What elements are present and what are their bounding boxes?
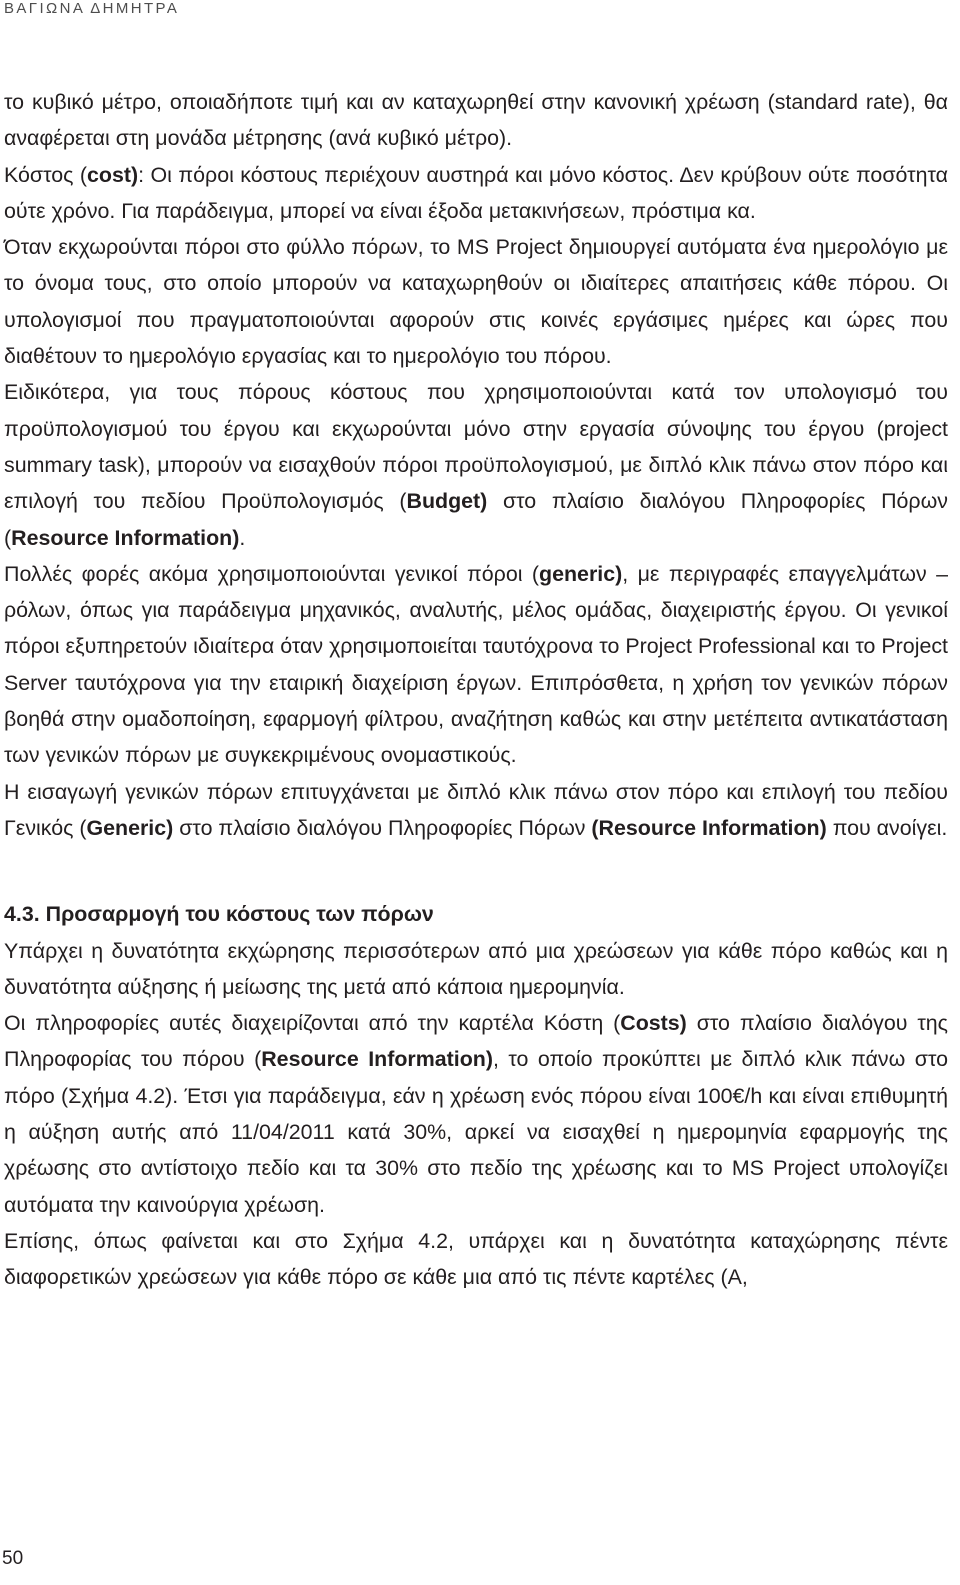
paragraph-generic-resources: Πολλές φορές ακόμα χρησιμοποιούνται γενικοί πόροι (generic), με περιγραφές επαγγελμάτων – ρόλων, όπως για παράδειγμα μηχανικός, αναλυτής, μέλος ομάδας, διαχειριστής έργου. Οι γενικοί πόροι εξυπηρετούν ιδιαίτερα όταν χρησιμοποιείται ταυτόχρονα το Project Professional και το Project Server ταυτόχρονα για την εταιρική διαχείριση έργων. Επιπρόσθετα, η χρήση τον γενικών πόρων βοηθά στην ομαδοποίηση, εφαρμογή φίλτρου, αναζήτηση καθώς και στην μετέπειτα αντικατάσταση των γενικών πόρων με συγκεκριμένους ονομαστικούς. xyxy=(4,561,948,768)
page-body xyxy=(4,84,948,1296)
paragraph-costs-tab: Οι πληροφορίες αυτές διαχειρίζονται από την καρτέλα Κόστη (Costs) στο πλαίσιο διαλόγου της Πληροφορίας του πόρου (Resource Information), το οποίο προκύπτει με διπλό κλικ πάνω στο πόρο (Σχήμα 4.2). Έτσι για παράδειγμα, εάν η χρέωση ενός πόρου είναι 100€/h και είναι επιθυμητή η αύξηση αυτής από 11/04/2011 κατά 30%, αρκεί να εισαχθεί η ημερομηνία εφαρμογής της χρέωσης στο αντίστοιχο πεδίο και τα 30% στο πεδίο της χρέωσης και το MS Project υπολογίζει αυτόματα την καινούργια χρέωση. xyxy=(4,1011,949,1217)
paragraph-cost-resources: Κόστος (cost): Οι πόροι κόστους περιέχουν αυστηρά και μόνο κόστος. Δεν κρύβουν ούτε ποσότητα ούτε χρόνο. Για παράδειγμα, μπορεί να είναι έξοδα μετακινήσεων, πρόστιμα κα. xyxy=(4,162,948,223)
section-heading: 4.3. Προσαρμογή του κόστους των πόρων xyxy=(4,902,434,927)
paragraph-multiple-rates: Υπάρχει η δυνατότητα εκχώρησης περισσότερων από μια χρεώσεων για κάθε πόρο καθώς και η δυνατότητα αύξησης ή μείωσης της μετά από κάποια ημερομηνία. xyxy=(4,938,948,999)
page-number: 50 xyxy=(2,1548,24,1569)
paragraph-resource-calendar: Όταν εκχωρούνται πόροι στο φύλλο πόρων, το MS Project δημιουργεί αυτόματα ένα ημερολόγιο με το όνομα τους, στο οποίο μπορούν να καταχωρηθούν οι ιδιαίτερες απαιτήσεις κάθε πόρου. Οι υπολογισμοί που πραγματοποιούνται αφορούν στις κοινές εργάσιμες ημέρες και ώρες που διαθέτουν το ημερολόγιο εργασίας και το ημερολόγιο του πόρου. xyxy=(4,235,948,369)
running-header: ΒΑΓΙΩΝΑ ΔΗΜΗΤΡΑ xyxy=(4,0,180,17)
paragraph-generic-entry: Η εισαγωγή γενικών πόρων επιτυγχάνεται με διπλό κλικ πάνω στον πόρο και επιλογή του πεδίου Γενικός (Generic) στο πλαίσιο διαλόγου Πληροφορίες Πόρων (Resource Information) που ανοίγει. xyxy=(4,779,948,840)
paragraph-standard-rate: το κυβικό μέτρο, οποιαδήποτε τιμή και αν καταχωρηθεί στην κανονική χρέωση (standard rate), θα αναφέρεται στη μονάδα μέτρησης (ανά κυβικό μέτρο). xyxy=(4,90,948,151)
paragraph-budget-resources: Ειδικότερα, για τους πόρους κόστους που χρησιμοποιούνται κατά τον υπολογισμό του προϋπολογισμού του έργου και εκχωρούνται μόνο στην εργασία σύνοψης του έργου (project summary task), μπορούν να εισαχθούν πόροι προϋπολογισμού, με διπλό κλικ πάνω στον πόρο και επιλογή του πεδίου Προϋπολογισμός (Budget) στο πλαίσιο διαλόγου Πληροφορίες Πόρων (Resource Information). xyxy=(4,380,948,550)
paragraph-five-rate-tables: Επίσης, όπως φαίνεται και στο Σχήμα 4.2, υπάρχει και η δυνατότητα καταχώρησης πέντε διαφορετικών χρεώσεων για κάθε πόρο σε κάθε μια από τις πέντε καρτέλες (Α, xyxy=(4,1228,948,1290)
